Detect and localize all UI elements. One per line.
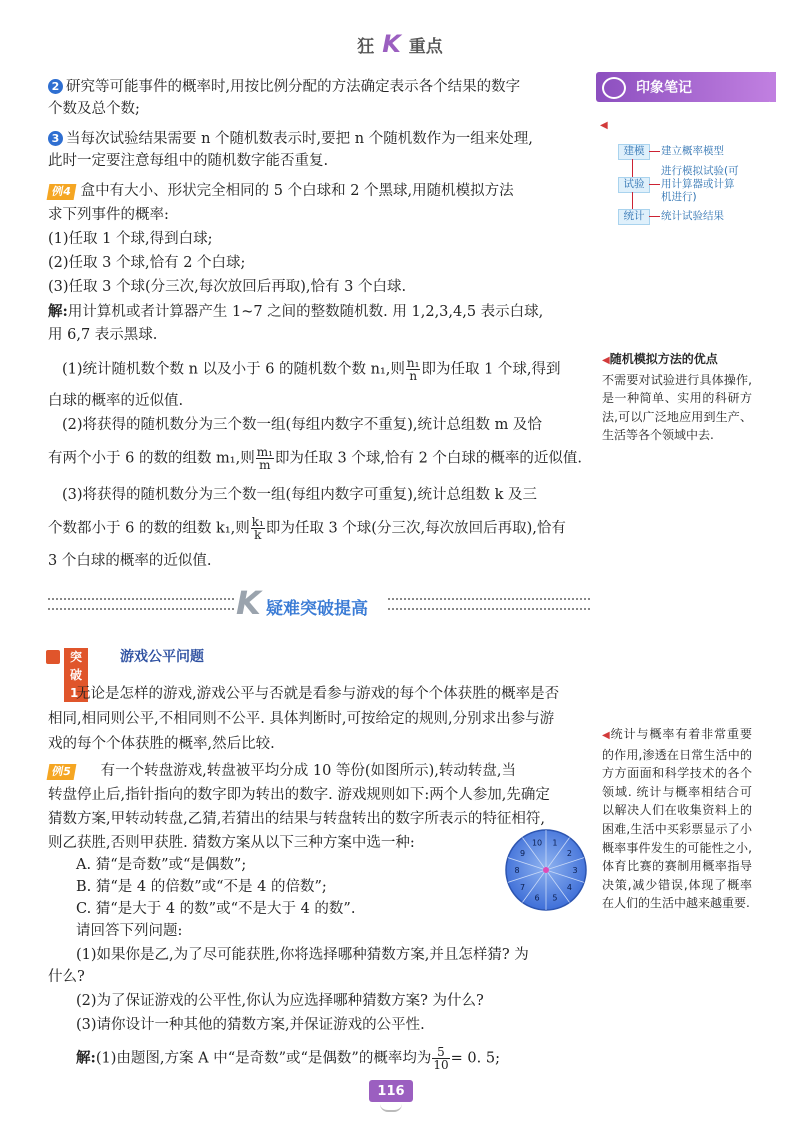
breakthrough-title: 游戏公平问题	[120, 649, 204, 665]
example5-option-a: A. 猜“是奇数”或“是偶数”;	[76, 857, 247, 873]
example5-ask: 请回答下列问题:	[76, 923, 183, 939]
number-3-icon: 3	[48, 131, 63, 146]
page-number: 116	[369, 1080, 413, 1102]
example4-s3-line1: (3)将获得的随机数分为三个数一组(每组内数字可重复),统计总组数 k 及三	[62, 487, 537, 503]
example5-q1-line1: (1)如果你是乙,为了尽可能获胜,你将选择哪种猜数方案,并且怎样猜? 为	[76, 947, 529, 963]
example-tag-4: 例4	[47, 184, 76, 200]
note-icon	[602, 77, 626, 99]
wheel-number-8: 8	[514, 866, 520, 875]
intro-item-2-line1: 2 研究等可能事件的概率时,用按比例分配的方法确定表示各个结果的数字	[48, 78, 520, 97]
example5-line2: 转盘停止后,指针指向的数字即为转出的数字. 游戏规则如下:两个人参加,先确定	[48, 787, 550, 803]
wheel-number-4: 4	[566, 883, 573, 893]
example4-q1: (1)任取 1 个球,得到白球;	[48, 231, 213, 247]
section-k-logo: K	[236, 584, 261, 622]
note-banner-title: 印象笔记	[636, 80, 692, 96]
flow-box-model: 建模	[618, 144, 650, 160]
wheel-number-2: 2	[566, 848, 573, 858]
fairness-para-line2: 相同,相同则公平,不相同则不公平. 具体判断时,可按给定的规则,分别求出参与游	[48, 711, 555, 727]
flow-result-test: 进行模拟试验(可用计算器或计算机进行)	[660, 164, 740, 206]
flowchart-arrow-icon: ◀	[600, 120, 608, 131]
side-arrow-icon-2: ◀	[602, 730, 611, 741]
solution-label-2: 解:	[76, 1049, 96, 1067]
flow-down-2	[632, 192, 633, 209]
example4-q3: (3)任取 3 个球(分三次,每次放回后再取),恰有 3 个白球.	[48, 279, 407, 295]
fraction-5-10: $\frac{5}{10}$	[433, 1045, 449, 1072]
example5-line1: 例5 有一个转盘游戏,转盘被平均分成 10 等份(如图所示),转动转盘,当	[48, 762, 516, 781]
flow-down-1	[632, 159, 633, 177]
example4-s1-line1: (1)统计随机数个数 n 以及小于 6 的随机数个数 n₁,则 $\frac{\text{n₁}}{n}$ 即为任取 1 个球,得到	[62, 356, 561, 383]
example4-solution-line2: 用 6,7 表示黑球.	[48, 327, 158, 343]
header-brand-right: 重点	[408, 37, 443, 57]
fairness-para-line1: 无论是怎样的游戏,游戏公平与否就是看参与游戏的每个个体获胜的概率是否	[76, 686, 560, 702]
example-tag-5: 例5	[47, 764, 76, 780]
header-brand-left: 狂	[357, 37, 375, 57]
side-note-advantages	[602, 350, 752, 445]
flow-result-model: 建立概率模型	[660, 144, 742, 160]
flow-result-stat: 统计试验结果	[660, 209, 742, 225]
example4-line2: 求下列事件的概率:	[48, 207, 169, 223]
example4-s3-line3: 3 个白球的概率的近似值.	[48, 553, 212, 569]
example4-s2-line1: (2)将获得的随机数分为三个数一组(每组内数字不重复),统计总组数 m 及恰	[62, 417, 542, 433]
intro-item-3-line1: 3 当每次试验结果需要 n 个随机数表示时,要把 n 个随机数作为一组来处理,	[48, 130, 533, 149]
example5-q2: (2)为了保证游戏的公平性,你认为应选择哪种猜数方案? 为什么?	[76, 993, 484, 1009]
section-heading	[236, 586, 386, 622]
number-2-icon: 2	[48, 79, 63, 94]
fraction-m1-m: $\frac{\text{m₁}}{m}$	[256, 445, 273, 472]
page-header	[0, 30, 800, 58]
spinner-wheel	[504, 828, 588, 912]
book-icon	[46, 650, 60, 664]
example4-q2: (2)任取 3 个球,恰有 2 个白球;	[48, 255, 246, 271]
example4-solution-line1: 解:用计算机或者计算器产生 1~7 之间的整数随机数. 用 1,2,3,4,5 表示白球,	[48, 303, 544, 320]
intro-item-3-line2: 此时一定要注意每组中的随机数字能否重复.	[48, 153, 329, 169]
example4-line1: 例4 盒中有大小、形状完全相同的 5 个白球和 2 个黑球,用随机模拟方法	[48, 182, 514, 201]
flow-box-stat: 统计	[618, 209, 650, 225]
solution-label: 解:	[48, 303, 68, 320]
wheel-number-5: 5	[552, 893, 558, 903]
section-title: 疑难突破提高	[266, 599, 368, 619]
example4-s2-line2: 有两个小于 6 的数的组数 m₁,则 $\frac{\text{m₁}}{m}$ 即为任取 3 个球,恰有 2 个白球的概率的近似值.	[48, 445, 583, 472]
wheel-number-3: 3	[572, 866, 578, 875]
wheel-number-6: 6	[534, 893, 540, 903]
fraction-n1-n: $\frac{\text{n₁}}{n}$	[406, 356, 420, 383]
section-divider-right	[388, 598, 590, 610]
example5-line3: 猜数方案,甲转动转盘,乙猜,若猜出的结果与转盘转出的数字所表示的特征相符,	[48, 811, 545, 827]
page-number-ornament	[380, 1104, 402, 1112]
side-arrow-icon: ◀	[602, 355, 610, 366]
example4-s1-line2: 白球的概率的近似值.	[48, 393, 184, 409]
side-note-advantages-title: ◀随机模拟方法的优点	[602, 352, 718, 366]
note-vertical-bar	[770, 72, 776, 102]
example5-option-c: C. 猜“是大于 4 的数”或“不是大于 4 的数”.	[76, 901, 356, 917]
example5-option-b: B. 猜“是 4 的倍数”或“不是 4 的倍数”;	[76, 879, 327, 895]
fraction-k1-k: $\frac{\text{k₁}}{k}$	[251, 515, 264, 542]
intro-item-2-line2: 个数及总个数;	[48, 101, 140, 117]
example5-line4: 则乙获胜,否则甲获胜. 猜数方案从以下三种方案中选一种:	[48, 835, 415, 851]
example5-q3: (3)请你设计一种其他的猜数方案,并保证游戏的公平性.	[76, 1017, 425, 1033]
note-banner	[596, 72, 772, 102]
section-divider-left	[48, 598, 234, 610]
flow-box-test: 试验	[618, 177, 650, 193]
header-k-logo: K	[382, 30, 401, 58]
wheel-number-9: 9	[519, 848, 526, 858]
wheel-number-10: 10	[531, 838, 543, 848]
wheel-number-7: 7	[519, 883, 526, 893]
example5-q1-line2: 什么?	[48, 969, 85, 985]
example4-s3-line2: 个数都小于 6 的数的组数 k₁,则 $\frac{\text{k₁}}{k}$ 即为任取 3 个球(分三次,每次放回后再取),恰有	[48, 515, 566, 542]
fairness-para-line3: 戏的每个个体获胜的概率,然后比较.	[48, 736, 275, 752]
example5-solution: 解:(1)由题图,方案 A 中“是奇数”或“是偶数”的概率均为 $\frac{5}{10}$ = 0. 5;	[76, 1045, 500, 1072]
wheel-pointer	[543, 867, 549, 873]
side-note-statistics-body: ◀统计与概率有着非常重要的作用,渗透在日常生活中的方方面面和科学技术的各个领域. 统计与概率相结合可以解决人们在收集资料上的困难,生活中买彩票显示了小概率事件发生的可能性之小,体育比赛的赛制用概率指导决策,减少错误,体现了概率在人们的生活中越来越重要.	[602, 727, 752, 911]
wheel-number-1: 1	[552, 838, 558, 848]
side-note-statistics	[602, 725, 752, 913]
breakthrough-tag: 突破1	[64, 648, 88, 702]
side-note-advantages-body: 不需要对试验进行具体操作,是一种简单、实用的科研方法,可以广泛地应用到生产、生活等各个领域中去.	[602, 372, 752, 443]
